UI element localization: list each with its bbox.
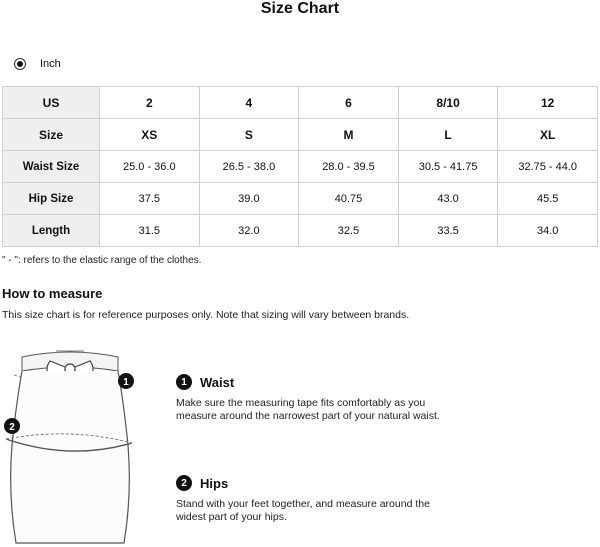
table-cell: XL (498, 119, 598, 151)
step-waist (176, 374, 456, 423)
elastic-note: " - ": refers to the elastic range of the clothes. (2, 255, 202, 266)
table-cell: 2 (100, 87, 200, 119)
table-cell: 37.5 (100, 183, 200, 215)
step-text: Stand with your feet together, and measure around the widest part of your hips. (176, 498, 430, 523)
step-title: Waist (200, 374, 235, 390)
table-cell: 32.5 (299, 215, 399, 247)
table-cell: S (199, 119, 299, 151)
marker-2-label: 2 (9, 422, 15, 433)
table-cell: 45.5 (498, 183, 598, 215)
step-number-icon: 2 (176, 475, 192, 491)
how-to-measure-heading: How to measure (2, 286, 103, 301)
table-cell: 12 (498, 87, 598, 119)
table-cell: L (398, 119, 498, 151)
table-cell: 30.5 - 41.75 (398, 151, 498, 183)
page-title: Size Chart (260, 0, 340, 17)
row-label: Size (3, 119, 100, 151)
table-cell: 25.0 - 36.0 (100, 151, 200, 183)
table-cell: 32.0 (199, 215, 299, 247)
table-cell: 33.5 (398, 215, 498, 247)
row-label: Hip Size (3, 183, 100, 215)
row-label: Length (3, 215, 100, 247)
table-cell: 26.5 - 38.0 (199, 151, 299, 183)
table-cell: M (299, 119, 399, 151)
table-cell: 43.0 (398, 183, 498, 215)
table-cell: 6 (299, 87, 399, 119)
table-cell: 40.75 (299, 183, 399, 215)
table-cell: 34.0 (498, 215, 598, 247)
row-label: US (3, 87, 100, 119)
table-cell: 28.0 - 39.5 (299, 151, 399, 183)
table-row-hip (3, 183, 598, 215)
table-cell: XS (100, 119, 200, 151)
step-number-icon: 1 (176, 374, 192, 390)
step-hips (176, 475, 456, 524)
unit-label: Inch (40, 58, 61, 70)
size-table (2, 86, 598, 247)
step-title: Hips (200, 475, 229, 491)
table-row-length (3, 215, 598, 247)
table-cell: 31.5 (100, 215, 200, 247)
table-row-us (3, 87, 598, 119)
table-cell: 4 (199, 87, 299, 119)
how-to-measure-description: This size chart is for reference purposes only. Note that sizing will vary between brands. (2, 309, 410, 321)
table-row-size (3, 119, 598, 151)
skirt-illustration (0, 345, 170, 547)
row-label: Waist Size (3, 151, 100, 183)
step-text: Make sure the measuring tape fits comfortably as you measure around the narrowest part of your natural waist. (176, 397, 440, 422)
table-cell: 39.0 (199, 183, 299, 215)
table-cell: 32.75 - 44.0 (498, 151, 598, 183)
table-row-waist (3, 151, 598, 183)
unit-option-inch[interactable] (14, 58, 61, 70)
marker-1-label: 1 (123, 377, 129, 388)
radio-selected-icon[interactable] (14, 58, 26, 70)
table-cell: 8/10 (398, 87, 498, 119)
